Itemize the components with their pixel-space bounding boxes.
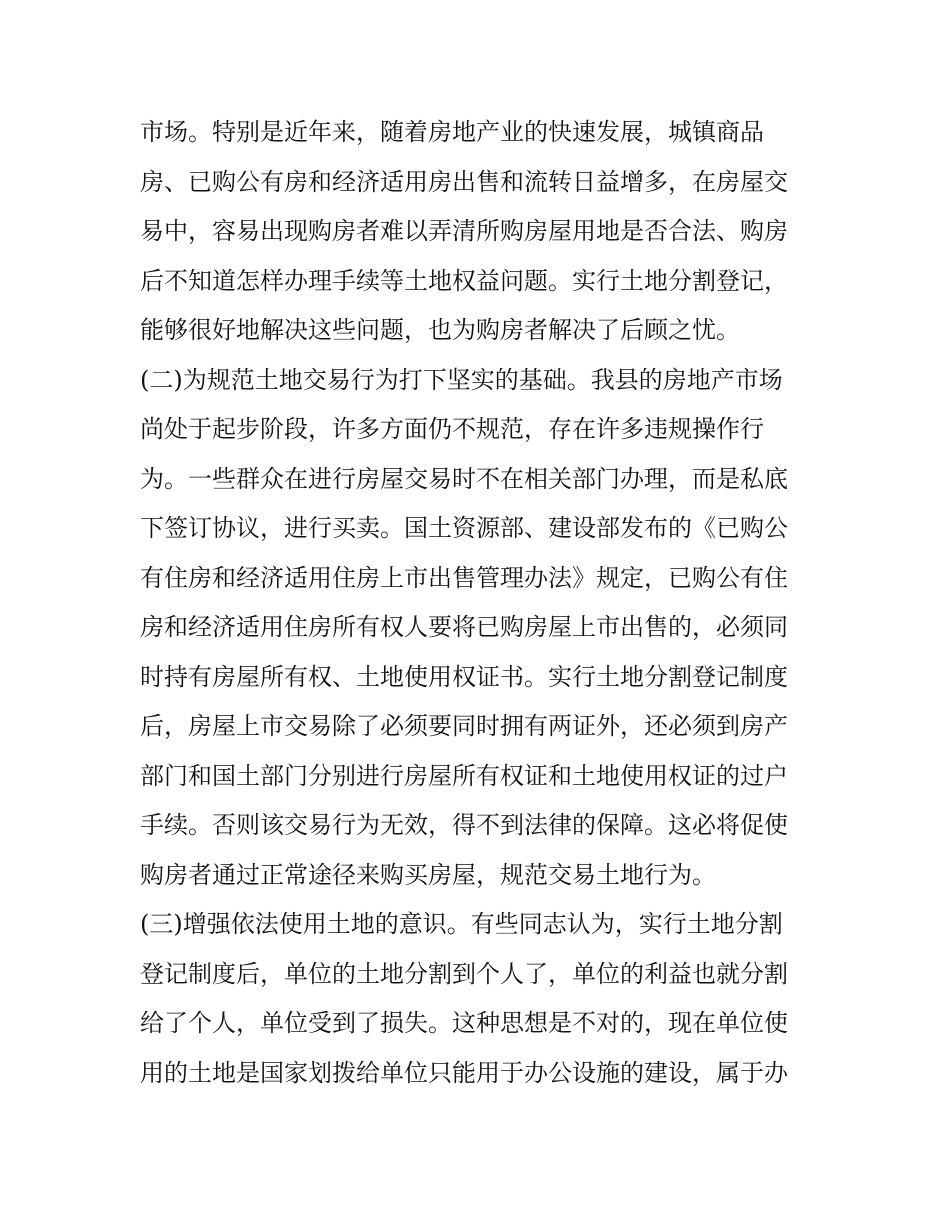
text-line: 手续。否则该交易行为无效，得不到法律的保障。这必将促使: [140, 811, 788, 839]
text-line: 房、已购公有房和经济适用房出售和流转日益增多，在房屋交: [140, 167, 788, 196]
text-line: 下签订协议，进行买卖。国土资源部、建设部发布的《已购公: [140, 514, 788, 542]
text-line: 能够很好地解决这些问题，也为购房者解决了后顾之忧。: [140, 316, 740, 344]
text-line: 后不知道怎样办理手续等土地权益问题。实行土地分割登记，: [140, 266, 788, 295]
text-line: 市场。特别是近年来，随着房地产业的快速发展，城镇商品: [140, 118, 764, 146]
text-line: (三)增强依法使用土地的意识。有些同志认为，实行土地分割: [140, 910, 783, 938]
text-line: 为。一些群众在进行房屋交易时不在相关部门办理，而是私底: [140, 464, 788, 493]
text-line: 给了个人，单位受到了损失。这种思想是不对的，现在单位使: [140, 1009, 788, 1037]
text-line: 有住房和经济适用住房上市出售管理办法》规定，已购公有住: [140, 563, 788, 592]
text-line: 尚处于起步阶段，许多方面仍不规范，存在许多违规操作行: [140, 415, 764, 443]
text-line: 部门和国土部门分别进行房屋所有权证和土地使用权证的过户: [140, 761, 788, 790]
text-line: 登记制度后，单位的土地分割到个人了，单位的利益也就分割: [140, 959, 788, 988]
text-line: 购房者通过正常途径来购买房屋，规范交易土地行为。: [140, 860, 716, 889]
text-line: 用的土地是国家划拨给单位只能用于办公设施的建设，属于办: [140, 1058, 788, 1087]
text-line: 房和经济适用住房所有权人要将已购房屋上市出售的，必须同: [140, 613, 788, 641]
body-text: [140, 108, 820, 1098]
text-line: (二)为规范土地交易行为打下坚实的基础。我县的房地产市场: [140, 365, 783, 394]
text-line: 后，房屋上市交易除了必须要同时拥有两证外，还必须到房产: [140, 712, 788, 740]
text-line: 时持有房屋所有权、土地使用权证书。实行土地分割登记制度: [140, 662, 788, 691]
text-line: 易中，容易出现购房者难以弄清所购房屋用地是否合法、购房: [140, 217, 788, 245]
